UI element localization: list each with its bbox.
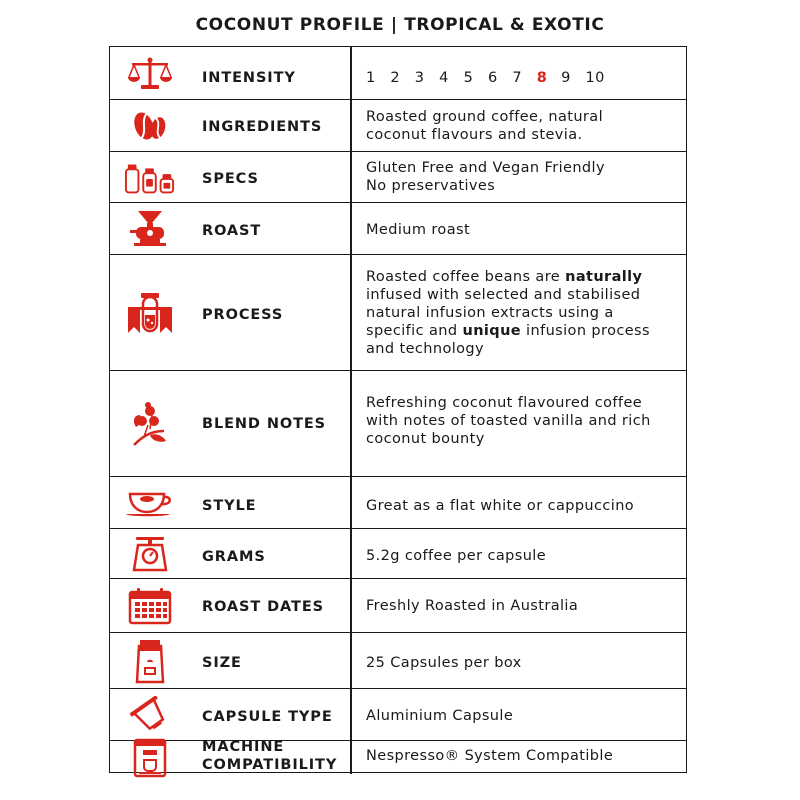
page-title: COCONUT PROFILE | TROPICAL & EXOTIC [195, 15, 605, 35]
capsule-type-value: Aluminium Capsule [366, 708, 514, 724]
process-emphasis: naturally [565, 269, 643, 285]
intensity-level: 1 [366, 70, 376, 86]
roast-dates-value: Freshly Roasted in Australia [366, 598, 579, 614]
capsule-type-label: CAPSULE TYPE [202, 709, 333, 725]
row-roast-dates [110, 579, 686, 633]
intensity-label: INTENSITY [202, 70, 296, 86]
style-value: Great as a flat white or cappuccino [366, 498, 635, 514]
coffee-bag-icon [124, 637, 176, 685]
machine-compatibility-label [202, 738, 337, 774]
intensity-level: 9 [561, 70, 571, 86]
machine-label-line: COMPATIBILITY [202, 757, 338, 773]
process-value [366, 268, 672, 358]
blend-notes-line: coconut bounty [366, 431, 485, 447]
grams-value: 5.2g coffee per capsule [366, 548, 547, 564]
process-text: Roasted coffee beans are [366, 269, 566, 285]
size-label: SIZE [202, 655, 242, 671]
row-grams [110, 529, 686, 579]
kitchen-scale-icon [124, 534, 176, 574]
process-line: infused with selected and stabilised [366, 287, 641, 303]
process-line [366, 322, 672, 340]
style-label: STYLE [202, 498, 257, 514]
espresso-machine-icon [124, 741, 176, 774]
process-text: specific and [366, 323, 463, 339]
jars-icon [124, 158, 176, 198]
intensity-level: 6 [487, 70, 498, 86]
row-size [110, 633, 686, 689]
capsule-icon [124, 695, 176, 735]
row-process [110, 255, 686, 371]
specs-label: SPECS [202, 171, 259, 187]
machine-label-line: MACHINE [202, 739, 285, 755]
process-line [366, 268, 672, 286]
row-style [110, 477, 686, 529]
row-ingredients [110, 100, 686, 152]
machine-compatibility-value: Nespresso® System Compatible [366, 748, 614, 764]
intensity-scale [366, 69, 672, 87]
row-specs [110, 152, 686, 203]
row-blend-notes [110, 371, 686, 477]
specs-value [366, 159, 672, 195]
roaster-machine-icon [124, 208, 176, 250]
ingredients-line: coconut flavours and stevia. [366, 127, 583, 143]
process-line: and technology [366, 341, 485, 357]
intensity-level: 5 [463, 70, 474, 86]
process-line: natural infusion extracts using a [366, 305, 614, 321]
intensity-level: 7 [512, 70, 522, 86]
row-intensity [110, 47, 686, 100]
coffee-bean-icon [124, 106, 176, 146]
intensity-level: 3 [414, 70, 425, 86]
roast-value: Medium roast [366, 222, 471, 238]
intensity-level-selected: 8 [536, 70, 548, 86]
blend-notes-label: BLEND NOTES [202, 416, 327, 432]
process-text: infusion process [521, 323, 650, 339]
specs-line: No preservatives [366, 178, 496, 194]
process-label: PROCESS [202, 307, 284, 323]
ingredients-value [366, 108, 672, 144]
roast-label: ROAST [202, 223, 262, 239]
balance-scale-icon [124, 55, 176, 93]
spec-table [109, 46, 687, 773]
intensity-level: 10 [585, 70, 605, 86]
row-roast [110, 203, 686, 255]
ingredients-line: Roasted ground coffee, natural [366, 109, 604, 125]
specs-line: Gluten Free and Vegan Friendly [366, 160, 605, 176]
intensity-level: 4 [439, 70, 449, 86]
grams-label: GRAMS [202, 549, 266, 565]
intensity-level: 2 [390, 70, 401, 86]
roast-dates-label: ROAST DATES [202, 599, 324, 615]
coffee-cherry-branch-icon [124, 399, 176, 449]
process-emphasis: unique [462, 323, 522, 339]
calendar-icon [124, 585, 176, 627]
test-tube-icon [124, 289, 176, 339]
blend-notes-line: with notes of toasted vanilla and rich [366, 413, 651, 429]
size-value: 25 Capsules per box [366, 655, 522, 671]
coffee-cup-icon [124, 486, 176, 520]
row-machine-compatibility [110, 741, 686, 774]
ingredients-label: INGREDIENTS [202, 119, 323, 135]
blend-notes-value [366, 394, 672, 448]
row-capsule-type [110, 689, 686, 741]
blend-notes-line: Refreshing coconut flavoured coffee [366, 395, 643, 411]
